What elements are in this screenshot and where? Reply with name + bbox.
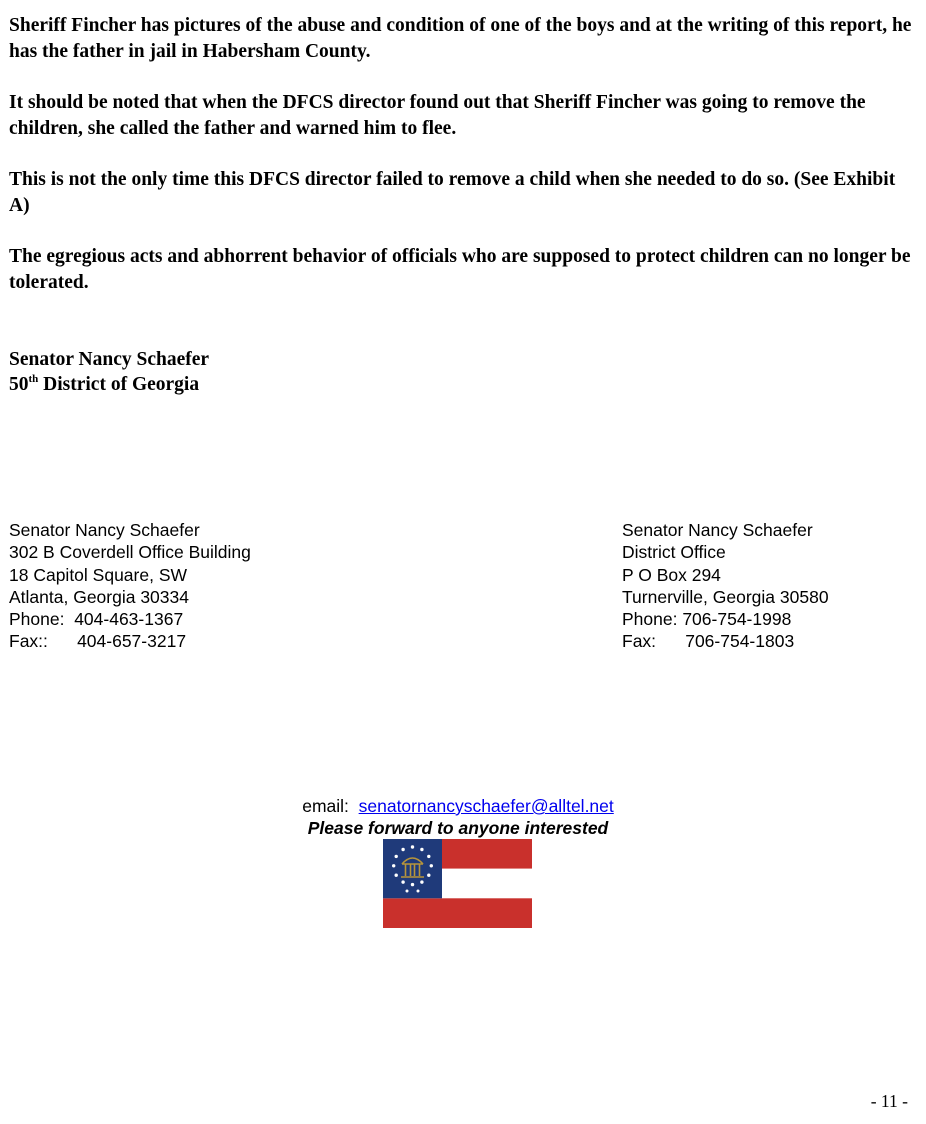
flag-stripe-bottom [383, 898, 532, 928]
email-link[interactable]: senatornancyschaefer@alltel.net [358, 796, 614, 816]
paragraph-egregious-acts: The egregious acts and abhorrent behavior of officials who are supposed to protect children can no longer be tolerated. [9, 246, 911, 293]
district-office-address [622, 519, 829, 653]
paragraph-not-only-time: This is not the only time this DFCS director failed to remove a child when she needed to do so. (See Exhibit A) [9, 169, 896, 216]
district-suffix: th [28, 372, 39, 385]
address-line: District Office [622, 542, 726, 563]
address-line: Phone: 404-463-1367 [9, 609, 184, 630]
georgia-flag-icon [383, 839, 532, 928]
address-line: Turnerville, Georgia 30580 [622, 586, 829, 607]
page-number: - 11 - [870, 1091, 908, 1111]
address-line: P O Box 294 [622, 564, 721, 585]
address-line: 18 Capitol Square, SW [9, 564, 188, 585]
district-name: District of Georgia [38, 374, 200, 395]
paragraph-sheriff-pictures: Sheriff Fincher has pictures of the abuse and condition of one of the boys and at the writing of this report, he has the father in jail in Habersham County. [9, 15, 912, 62]
address-line: Fax: 706-754-1803 [622, 631, 795, 652]
forward-note: Please forward to anyone interested [307, 818, 609, 838]
address-line: 302 B Coverdell Office Building [9, 542, 251, 563]
address-line: Senator Nancy Schaefer [622, 520, 813, 540]
email-line [0, 795, 916, 817]
capitol-office-address [9, 519, 251, 653]
signature-block [9, 347, 209, 397]
address-line: Fax:: 404-657-3217 [9, 631, 187, 652]
signature-district [9, 372, 209, 397]
address-line: Phone: 706-754-1998 [622, 609, 792, 630]
address-line: Senator Nancy Schaefer [9, 520, 200, 540]
address-line: Atlanta, Georgia 30334 [9, 586, 189, 607]
paragraph-director-warning: It should be noted that when the DFCS director found out that Sheriff Fincher was going to remove the children, she called the father and warned him to flee. [9, 92, 866, 139]
signature-name: Senator Nancy Schaefer [9, 349, 210, 370]
district-number: 50 [9, 374, 29, 395]
email-label: email: [302, 796, 359, 816]
